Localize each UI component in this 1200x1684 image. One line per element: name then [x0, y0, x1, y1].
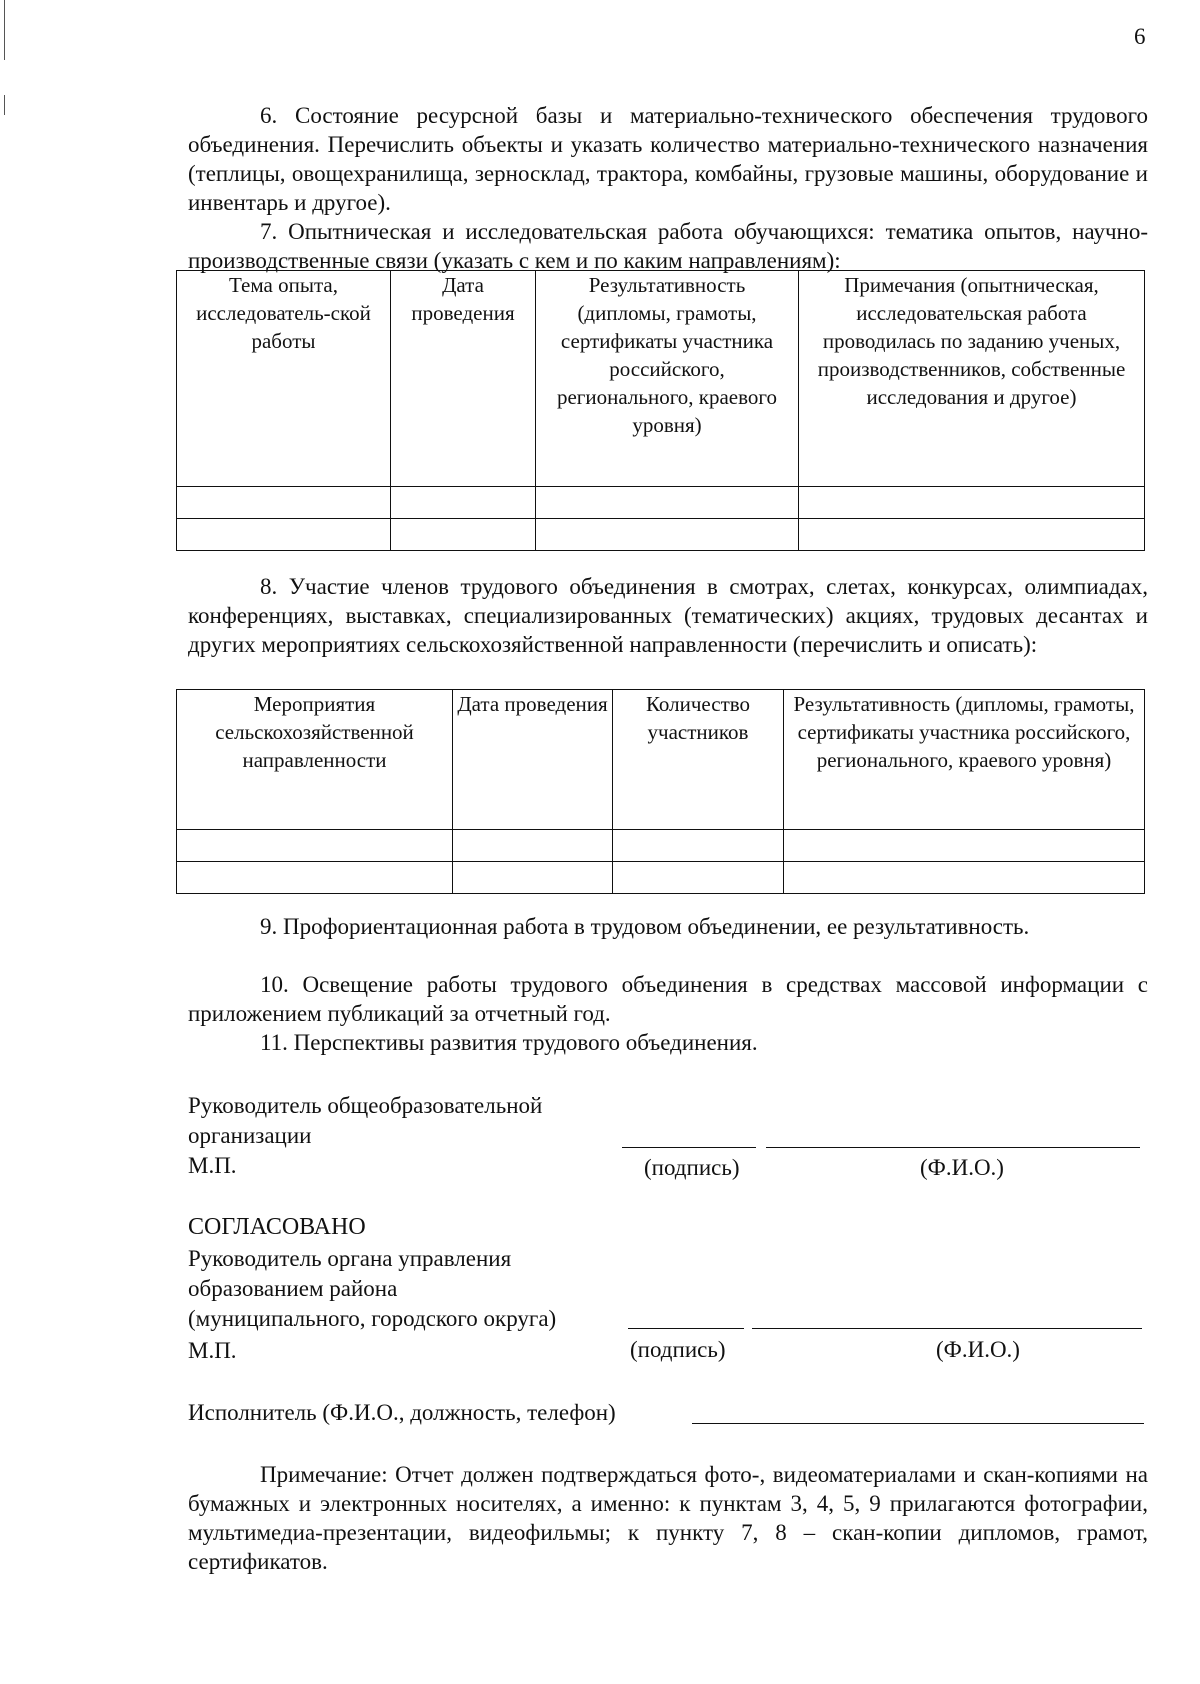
table-8-header-participants: Количество участников: [613, 690, 784, 830]
table-8: [176, 689, 1145, 894]
section-7-paragraph: [188, 217, 1148, 275]
table-7-header-date: Дата проведения: [391, 271, 536, 487]
table-cell: [453, 830, 613, 862]
executor-label: Исполнитель (Ф.И.О., должность, телефон): [188, 1400, 616, 1425]
table-cell: [177, 830, 453, 862]
signature-2-title: Руководитель органа управления: [188, 1246, 512, 1271]
approved-label: СОГЛАСОВАНО: [188, 1214, 366, 1240]
table-cell: [784, 862, 1145, 894]
section-10-text: 10. Освещение работы трудового объединения в средствах массовой информации с приложением публикаций за отчетный год.: [188, 972, 1148, 1026]
binding-mark-lower: [4, 95, 5, 115]
binding-mark: [4, 0, 5, 60]
table-cell: [177, 487, 391, 519]
table-8-header-date: Дата проведения: [453, 690, 613, 830]
note-text: Примечание: Отчет должен подтверждаться фото-, видеоматериалами и скан-копиями на бумажных и электронных носителях, а именно: к пунктам 3, 4, 5, 9 прилагаются фотографии, мультимедиа-презентации, видеофильмы; к пункту 7, 8 – скан-копии дипломов, грамот, сертификатов.: [188, 1462, 1148, 1574]
section-6-text: 6. Состояние ресурсной базы и материально-технического обеспечения трудового объединения. Перечислить объекты и указать количество материально-технического назначения (теплицы, овощехранилища, зерносклад, трактора, комбайны, грузовые машины, оборудование и инвентарь и другое).: [188, 103, 1148, 215]
section-6-paragraph: [188, 101, 1148, 217]
signature-1-sign-caption: (подпись): [644, 1155, 740, 1180]
table-8-header-events: Мероприятия сельскохозяйственной направленности: [177, 690, 453, 830]
table-cell: [391, 487, 536, 519]
table-7-header-notes: Примечания (опытническая, исследовательская работа проводилась по заданию ученых, производственников, собственные исследования и другое): [799, 271, 1145, 487]
signature-2-scope: (муниципального, городского округа): [188, 1306, 557, 1331]
table-cell: [799, 519, 1145, 551]
section-8-paragraph: [188, 572, 1148, 659]
table-7-empty-row: [177, 487, 1145, 519]
signature-1-name-line: [766, 1147, 1140, 1148]
section-11-paragraph: [188, 1028, 1148, 1057]
page-number: 6: [1134, 24, 1146, 49]
signature-2-stamp: М.П.: [188, 1338, 237, 1363]
signature-2-sign-line: [628, 1328, 744, 1329]
table-cell: [453, 862, 613, 894]
signature-1-stamp: М.П.: [188, 1153, 237, 1178]
signature-2-name-caption: (Ф.И.О.): [936, 1337, 1020, 1362]
table-cell: [177, 519, 391, 551]
signature-2-sign-caption: (подпись): [630, 1337, 726, 1362]
table-cell: [177, 862, 453, 894]
table-8-empty-row: [177, 830, 1145, 862]
section-11-text: 11. Перспективы развития трудового объединения.: [260, 1030, 758, 1055]
section-10-paragraph: [188, 970, 1148, 1028]
table-cell: [536, 487, 799, 519]
signature-2-name-line: [752, 1328, 1142, 1329]
table-cell: [536, 519, 799, 551]
table-7-header-results: Результативность (дипломы, грамоты, сертификаты участника российского, регионального, краевого уровня): [536, 271, 799, 487]
table-cell: [613, 862, 784, 894]
section-8-text: 8. Участие членов трудового объединения в смотрах, слетах, конкурсах, олимпиадах, конференциях, выставках, специализированных (тематических) акциях, трудовых десантах и других мероприятиях сельскохозяйственной направленности (перечислить и описать):: [188, 574, 1148, 657]
signature-1-name-caption: (Ф.И.О.): [920, 1155, 1004, 1180]
signature-1-title: Руководитель общеобразовательной: [188, 1093, 543, 1118]
table-cell: [613, 830, 784, 862]
table-7: [176, 270, 1145, 551]
table-7-header-row: [177, 271, 1145, 487]
table-8-header-results: Результативность (дипломы, грамоты, сертификаты участника российского, регионального, краевого уровня): [784, 690, 1145, 830]
table-cell: [799, 487, 1145, 519]
table-cell: [391, 519, 536, 551]
section-9-paragraph: [188, 912, 1148, 941]
section-9-text: 9. Профориентационная работа в трудовом объединении, ее результативность.: [260, 914, 1030, 939]
table-8-header-row: [177, 690, 1145, 830]
note-paragraph: [188, 1460, 1148, 1576]
section-7-text: 7. Опытническая и исследовательская работа обучающихся: тематика опытов, научно-производственные связи (указать с кем и по каким направлениям):: [188, 219, 1148, 273]
signature-1-org: организации: [188, 1123, 312, 1148]
table-7-header-topic: Тема опыта, исследователь-ской работы: [177, 271, 391, 487]
executor-line: [692, 1423, 1144, 1424]
table-cell: [784, 830, 1145, 862]
table-7-empty-row: [177, 519, 1145, 551]
signature-2-org: образованием района: [188, 1276, 398, 1301]
signature-1-sign-line: [622, 1147, 756, 1148]
table-8-empty-row: [177, 862, 1145, 894]
